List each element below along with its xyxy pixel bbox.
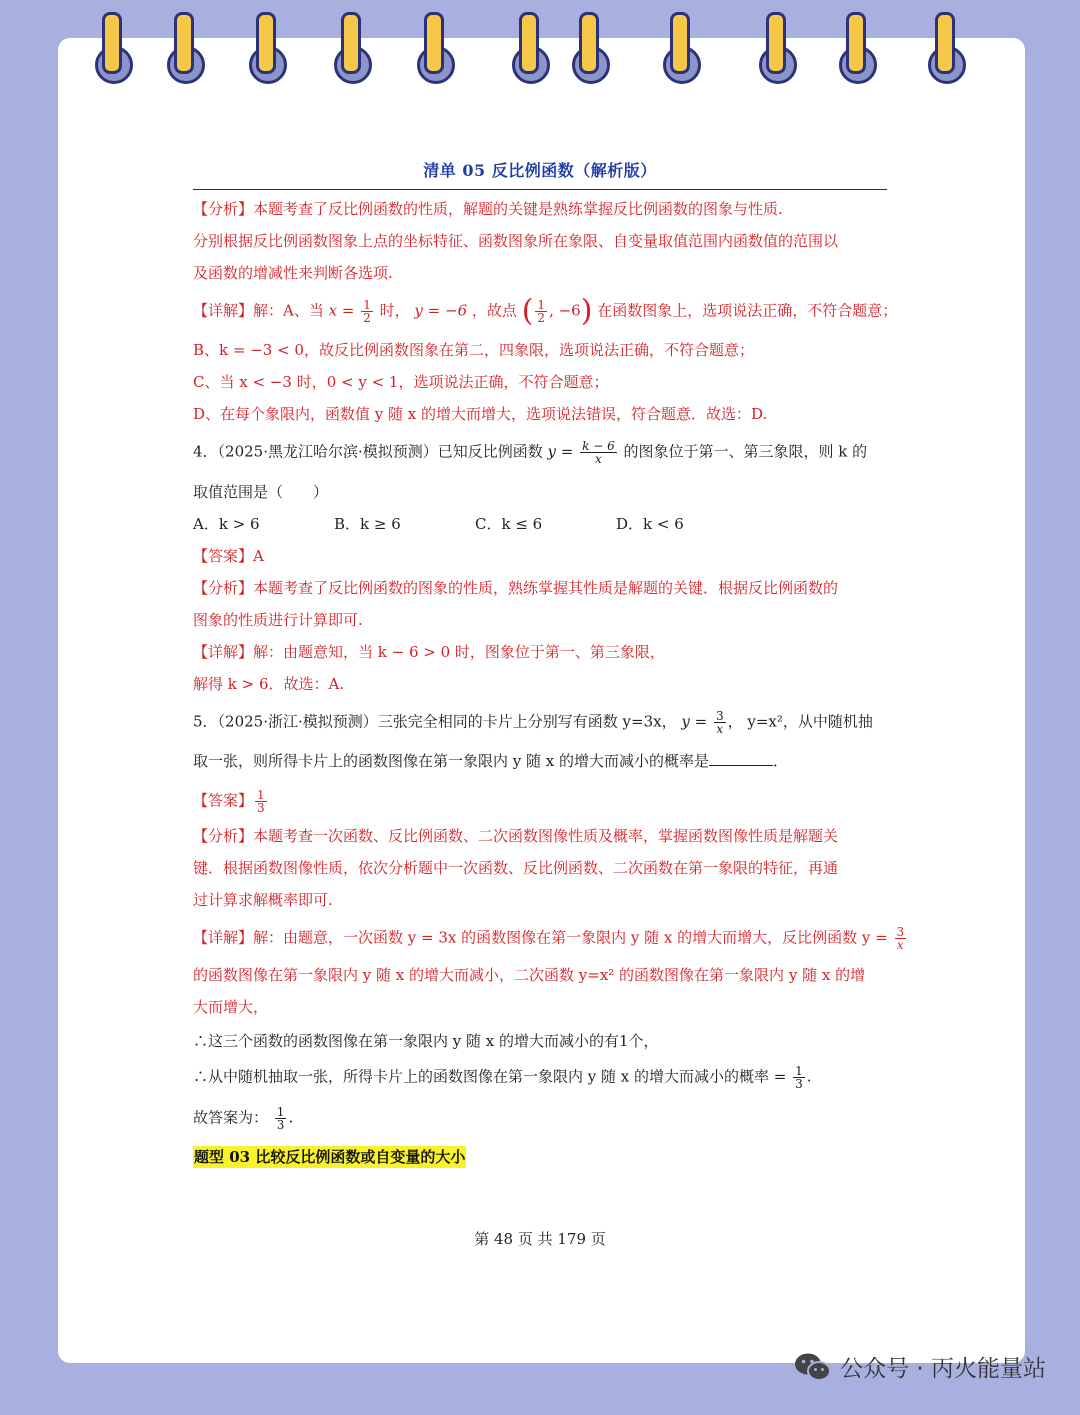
wechat-icon <box>794 1352 832 1382</box>
text-run: 【详解】解：由题意，一次函数 y = 3x 的函数图像在第一象限内 y 随 x 的增大而增大，反比例函数 y = <box>193 928 888 947</box>
analysis-line: 【分析】本题考查了反比例函数的性质，解题的关键是熟练掌握反比例函数的图象与性质. <box>193 200 783 218</box>
analysis-line: 及函数的增减性来判断各选项. <box>193 264 393 282</box>
fraction-one-third: $\frac{1}{3}$ <box>795 1064 803 1091</box>
analysis-line: 键．根据函数图像性质，依次分析题中一次函数、反比例函数、二次函数在第一象限的特征，再通 <box>193 859 839 877</box>
conclusion-line: ∴这三个函数的函数图像在第一象限内 y 随 x 的增大而减小的有1个， <box>193 1032 659 1050</box>
choice-c: C．k ≤ 6 <box>475 515 543 533</box>
fraction-half: $\frac{1}{2}$ <box>363 298 371 325</box>
text-run: y=x²，从中随机抽 <box>747 712 873 731</box>
detail-line: 【详解】解：由题意知，当 k − 6 > 0 时，图象位于第一、第三象限， <box>193 643 665 661</box>
detail-line: 的函数图像在第一象限内 y 随 x 的增大而减小，二次函数 y=x² 的函数图像在第一象限内 y 随 x 的增 <box>193 966 866 984</box>
watermark-text: 公众号 · 丙火能量站 <box>840 1356 1046 1382</box>
conclusion-line: ∴从中随机抽取一张，所得卡片上的函数图像在第一象限内 y 随 x 的增大而减小的概率 = $\frac{1}{3}$ . <box>193 1064 812 1091</box>
math-expr: y = −6 <box>414 301 468 320</box>
fraction-half: $\frac{1}{2}$ <box>537 298 546 325</box>
text-run: 【详解】解：A、当 <box>193 301 324 320</box>
detail-line <box>193 925 905 952</box>
highlighted-heading: 题型 03 比较反比例函数或自变量的大小 <box>194 1148 466 1166</box>
text-run: 在函数图象上，选项说法正确，不符合题意； <box>597 301 898 320</box>
question-5 <box>193 710 887 735</box>
analysis-line: 【分析】本题考查一次函数、反比例函数、二次函数图像性质及概率，掌握函数图像性质是解题关 <box>193 827 839 845</box>
detail-line: 【详解】解：A、当 x = $\frac{1}{2}$ 时， y = −6 ，故点 ( $\frac{1}{2}$ , −6) 在函数图象上，选项说法正确，不符合题意； <box>193 293 898 329</box>
section-heading <box>193 1147 887 1167</box>
fraction-one-third: $\frac{1}{3}$ <box>276 1105 285 1132</box>
answer-4: 【答案】A <box>193 547 264 565</box>
question-5-line2 <box>193 751 887 771</box>
analysis-line: 【分析】本题考查了反比例函数的图象的性质，熟练掌握其性质是解题的关键．根据反比例函数的 <box>193 579 839 597</box>
answer-5 <box>193 789 887 814</box>
detail-line: C、当 x < −3 时，0 < y < 1，选项说法正确，不符合题意； <box>193 373 609 391</box>
analysis-line: 过计算求解概率即可. <box>193 891 333 909</box>
analysis-line: 图象的性质进行计算即可. <box>193 611 363 629</box>
document-body <box>193 196 905 1167</box>
fraction-k6: $\frac{k - 6}{x}$ <box>582 439 615 466</box>
math-expr: y = <box>681 712 708 731</box>
fraction-3-over-x: $\frac{3}{x}$ <box>896 925 905 952</box>
text-run: 时， <box>379 301 410 320</box>
choice-b: B．k ≥ 6 <box>334 515 401 533</box>
question-4-choices <box>193 514 887 534</box>
text-run: ， <box>727 712 743 731</box>
math-expr: x = <box>328 301 355 320</box>
final-answer-line: 故答案为： $\frac{1}{3}$ . <box>193 1105 294 1132</box>
text-run: 5．（2025·浙江·模拟预测）三张完全相同的卡片上分别写有函数 y=3x， <box>193 712 677 731</box>
text-run: 的图象位于第一、第三象限，则 k 的 <box>623 442 868 461</box>
text-run: 取一张，则所得卡片上的函数图像在第一象限内 y 随 x 的增大而减小的概率是 <box>193 752 710 770</box>
analysis-line: 分别根据反比例函数图象上点的坐标特征、函数图象所在象限、自变量取值范围内函数值的范围以 <box>193 232 839 250</box>
page-title: 清单 05 反比例函数（解析版） <box>423 161 657 180</box>
question-4-line2: 取值范围是（ ） <box>193 483 329 501</box>
question-4 <box>193 440 887 465</box>
answer-blank <box>709 751 773 766</box>
choice-a: A．k > 6 <box>193 515 260 533</box>
header-divider <box>193 189 887 190</box>
choice-d: D．k < 6 <box>616 515 684 533</box>
text-run: 4．（2025·黑龙江哈尔滨·模拟预测）已知反比例函数 <box>193 442 543 461</box>
fraction-3-over-x: $\frac{3}{x}$ <box>715 709 724 736</box>
math-expr: y = <box>547 442 574 461</box>
text-run: ． <box>773 752 789 770</box>
fraction-one-third: $\frac{1}{3}$ <box>257 788 265 815</box>
detail-line: 解得 k > 6．故选：A. <box>193 675 345 693</box>
text-run: 【答案】 <box>193 791 254 810</box>
watermark <box>794 1350 1046 1383</box>
page-number: 第 48 页 共 179 页 <box>474 1230 606 1248</box>
text-run: ∴从中随机抽取一张，所得卡片上的函数图像在第一象限内 y 随 x 的增大而减小的概率 = <box>193 1067 787 1086</box>
text-run: ，故点 <box>471 301 517 320</box>
detail-line: D、在每个象限内，函数值 y 随 x 的增大而增大，选项说法错误，符合题意．故选：D. <box>193 405 768 423</box>
detail-line: B、k = −3 < 0，故反比例函数图象在第二，四象限，选项说法正确，不符合题意； <box>193 341 754 359</box>
detail-line: 大而增大， <box>193 998 269 1016</box>
text-run: 故答案为： <box>193 1108 269 1127</box>
math-expr: , −6 <box>549 301 581 320</box>
